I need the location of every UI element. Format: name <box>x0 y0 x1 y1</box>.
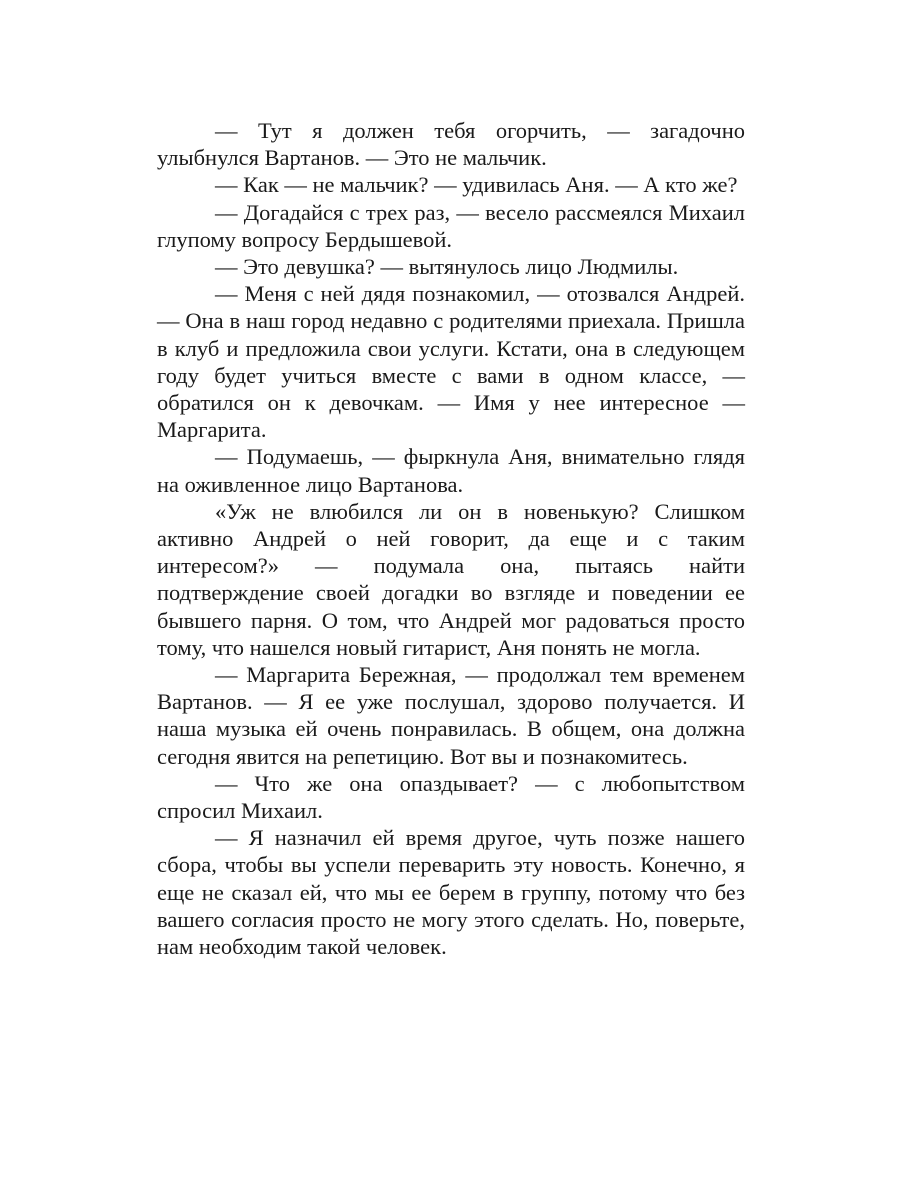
paragraph-7: «Уж не влюбился ли он в новенькую? Слишком активно Андрей о ней говорит, да еще и с таким интересом?» — подумала она, пытаясь найти подтверждение своей догадки во взгляде и поведении ее бывшего парня. О том, что Андрей мог радоваться просто тому, что нашелся новый гитарист, Аня понять не могла. <box>157 498 745 660</box>
paragraph-9: — Что же она опаздывает? — с любопытством спросил Михаил. <box>157 770 745 824</box>
paragraph-3: — Догадайся с трех раз, — весело рассмеялся Михаил глупому вопросу Бердышевой. <box>157 199 745 252</box>
paragraph-10: — Я назначил ей время другое, чуть позже нашего сбора, чтобы вы успели переварить эту новость. Конечно, я еще не сказал ей, что мы ее берем в группу, потому что без вашего согласия просто не могу этого сделать. Но, поверьте, нам необходим такой человек. <box>157 825 745 960</box>
paragraph-8: — Маргарита Бережная, — продолжал тем временем Вартанов. — Я ее уже послушал, здорово получается. И наша музыка ей очень понравилась. В общем, она должна сегодня явится на репетицию. Вот вы и познакомитесь. <box>157 662 745 769</box>
paragraph-1: — Тут я должен тебя огорчить, — загадочно улыбнулся Вартанов. — Это не мальчик. <box>157 118 745 171</box>
paragraph-5: — Меня с ней дядя познакомил, — отозвался Андрей. — Она в наш город недавно с родителями приехала. Пришла в клуб и предложила свои услуги. Кстати, она в следующем году будет учиться вместе с вами в одном классе, — обратился он к девочкам. — Имя у нее интересное — Маргарита. <box>157 281 745 443</box>
paragraph-2: — Как — не мальчик? — удивилась Аня. — А кто же? <box>215 172 738 198</box>
page-text <box>157 117 745 960</box>
paragraph-6: — Подумаешь, — фыркнула Аня, внимательно глядя на оживленное лицо Вартанова. <box>157 444 745 497</box>
paragraph-4: — Это девушка? — вытянулось лицо Людмилы. <box>215 254 679 280</box>
